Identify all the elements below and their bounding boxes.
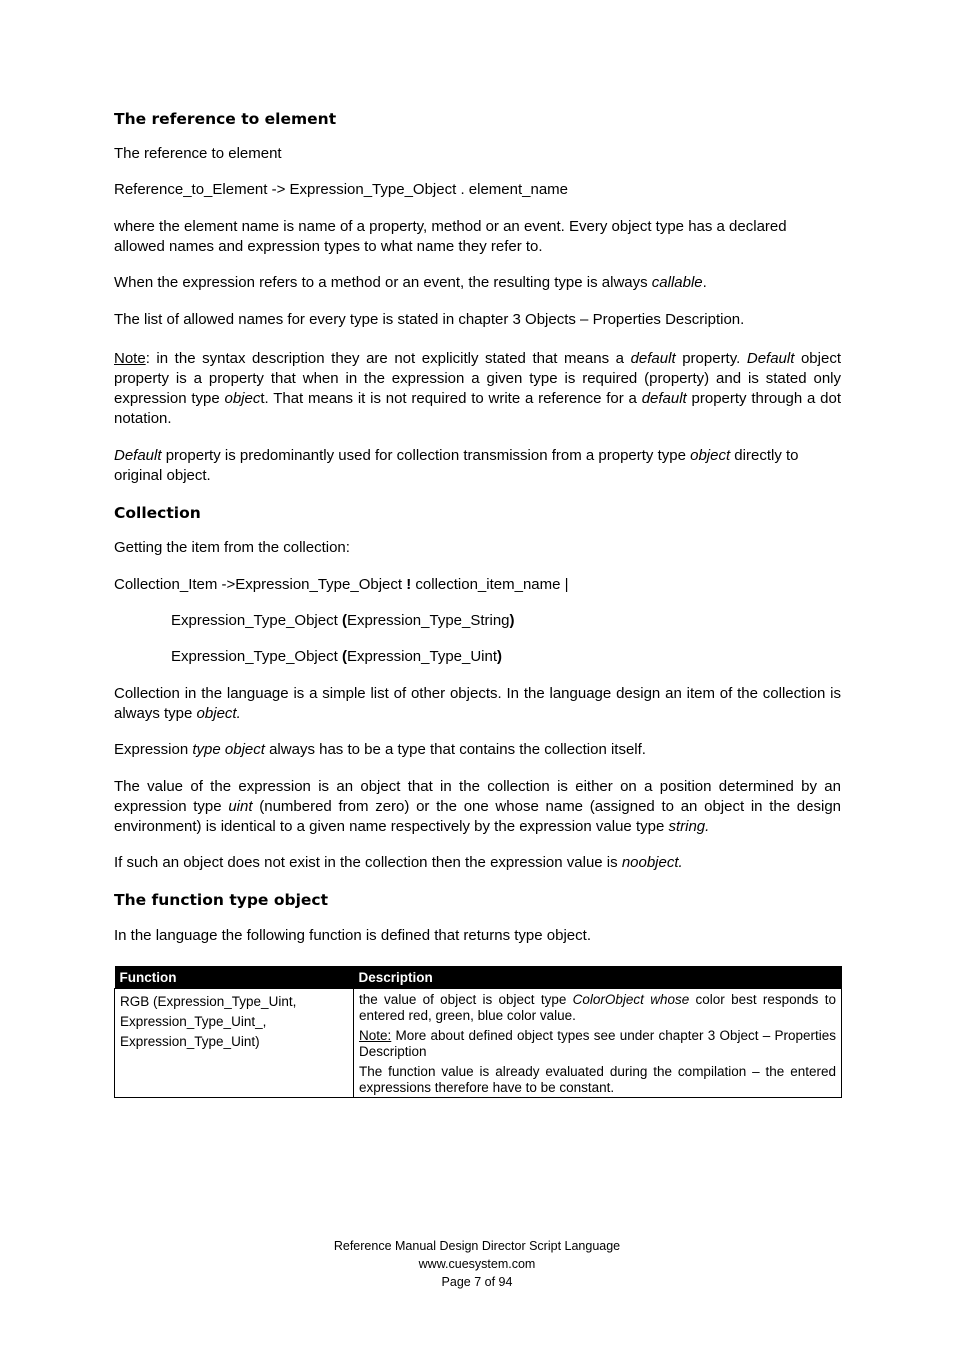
footer-title: Reference Manual Design Director Script Language	[333, 1239, 621, 1253]
description-para-3: The function value is already evaluated during the compilation – the entered expressions therefore have to be constant.	[359, 1064, 836, 1095]
heading-reference-to-element: The reference to element	[114, 110, 337, 128]
description-para-1: the value of object is object type ColorObject whose color best responds to entered red, green, blue color value.	[359, 992, 836, 1023]
collection-para-3: The value of the expression is an object that in the collection is either on a position determined by an expression type uint (numbered from zero) or the one whose name (assigned to an object in the design environment) is identical to a given name respectively by the expression value type string.	[114, 778, 842, 835]
collection-para-2: Expression type object always has to be a type that contains the collection itself.	[114, 741, 646, 758]
reference-default-para: Default property is predominantly used for collection transmission from a property type object directly to original object.	[114, 447, 799, 484]
function-signature-line: Expression_Type_Uint)	[120, 1034, 260, 1049]
table-header-row	[115, 966, 842, 989]
collection-syntax-3: Expression_Type_Object (Expression_Type_Uint)	[171, 648, 503, 665]
page-footer	[0, 1237, 954, 1291]
reference-para-3: The list of allowed names for every type is stated in chapter 3 Objects – Properties Description.	[114, 311, 745, 328]
function-description-cell	[354, 989, 842, 1098]
function-signature-line: RGB (Expression_Type_Uint,	[120, 994, 297, 1009]
function-intro: In the language the following function is defined that returns type object.	[114, 927, 591, 944]
function-table	[114, 966, 842, 1098]
table-header-function: Function	[115, 966, 354, 989]
reference-para-2: When the expression refers to a method or an event, the resulting type is always callable.	[114, 274, 707, 291]
collection-intro: Getting the item from the collection:	[114, 539, 350, 556]
footer-website: www.cuesystem.com	[418, 1257, 536, 1271]
reference-syntax: Reference_to_Element -> Expression_Type_Object . element_name	[114, 181, 569, 198]
reference-intro: The reference to element	[114, 145, 282, 162]
note-label: Note	[114, 350, 146, 367]
table-header-description: Description	[354, 966, 842, 989]
reference-note: Note: in the syntax description they are not explicitly stated that means a default property. Default object property is a property that when in the expression a given type is required (property) and is stated only expression type object. That means it is not required to write a reference for a default property through a dot notation.	[114, 350, 841, 427]
collection-para-1: Collection in the language is a simple list of other objects. In the language design an item of the collection is always type object.	[114, 685, 841, 722]
collection-syntax-2: Expression_Type_Object (Expression_Type_String)	[171, 612, 515, 629]
function-signature-cell	[115, 989, 354, 1098]
description-note: Note: More about defined object types see under chapter 3 Object – Properties Description	[359, 1028, 836, 1059]
heading-collection: Collection	[114, 504, 201, 522]
function-signature-line: Expression_Type_Uint_,	[120, 1014, 267, 1029]
collection-para-4: If such an object does not exist in the collection then the expression value is noobject.	[114, 854, 683, 871]
table-row	[115, 989, 842, 1098]
reference-para-1: where the element name is name of a property, method or an event. Every object type has a declared allowed names and expression types to what name they refer to.	[114, 218, 787, 255]
footer-page-number: Page 7 of 94	[441, 1275, 513, 1289]
heading-function-type-object: The function type object	[114, 891, 329, 909]
collection-syntax-1: Collection_Item ->Expression_Type_Object ! collection_item_name |	[114, 576, 569, 593]
